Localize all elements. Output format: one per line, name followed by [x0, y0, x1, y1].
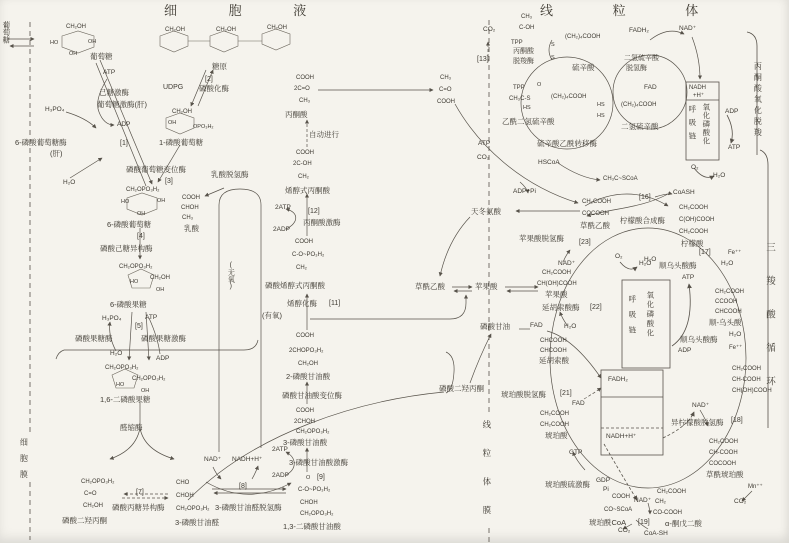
dihydrolip-hs1: HS — [597, 102, 605, 108]
glc-oh2: OH — [69, 51, 78, 57]
g3p-f2: CHOH — [176, 493, 194, 499]
nad-mdh: NAD⁺ — [558, 260, 576, 267]
f6p-formula: CH₂OPO₃H₂ — [119, 264, 153, 270]
fadh2-box-label: FADH₂ — [608, 376, 628, 383]
num-1: [1] — [120, 140, 128, 147]
fe-aconitase2: Fe⁺⁺ — [729, 345, 743, 351]
o2-rc1: O₂ — [691, 164, 699, 171]
pg-isomerase: 磷酸己糖异构酶 — [100, 244, 153, 253]
oaa-cytosol-label: 草酰乙酸 — [415, 282, 445, 291]
glycogen-ch2oh-2: CH₂OH — [216, 27, 236, 33]
num-12: [12] — [308, 208, 320, 215]
pyr2-f1: CH₃ — [440, 75, 452, 81]
citrate-f3: CH₂COOH — [679, 229, 708, 235]
glucose-in-vertical: 葡萄糖 — [1, 21, 11, 44]
succinate-label: 琥珀酸 — [545, 431, 568, 440]
tca-bracket-vertical: 三羧酸循环 — [763, 242, 775, 410]
lipoate-label: 硫辛酸 — [572, 63, 595, 72]
malate-f1: CH₂COOH — [542, 270, 571, 276]
mito-membrane-vertical: 线粒体膜 — [481, 420, 492, 534]
lactate-label: 乳酸 — [184, 224, 199, 233]
atp-rc1: ATP — [728, 144, 741, 151]
num-4: [4] — [137, 233, 145, 240]
num-13: [13] — [477, 56, 489, 63]
g3p-label: 3-磷酸甘油醛 — [175, 518, 220, 527]
gdp-label: GDP — [596, 477, 611, 484]
oxalosuccinate-f1: CH₂COOH — [709, 439, 738, 445]
succinylcoa-f1: COOH — [612, 494, 630, 500]
akg-label: α-酮戊二酸 — [665, 519, 702, 528]
hexokinase: 己糖激酶 — [99, 88, 129, 97]
pgk: 3-磷酸甘油酸激酶 — [289, 458, 349, 467]
glycogen-ch2oh-3: CH₂OH — [267, 25, 287, 31]
atp2-pk: 2ATP — [275, 204, 291, 211]
cisaconitate-label: 顺-乌头酸 — [709, 318, 742, 327]
g3p-f3: CH₂OPO₃H₂ — [176, 506, 210, 512]
oxalosuccinate-f2: CH-COOH — [709, 450, 738, 456]
fumarate-f1: CHCOOH — [540, 338, 567, 344]
coash-akgdh: CoA-SH — [644, 530, 668, 537]
nadh-gapdh: NADH+H⁺ — [232, 456, 263, 463]
adp2-pk: 2ADP — [273, 226, 290, 233]
glc-ch2oh: CH₂OH — [66, 24, 86, 30]
num-9: [9] — [317, 474, 325, 481]
aldolase: 醛缩酶 — [120, 423, 143, 432]
glucokinase-liver: 葡萄糖激酶(肝) — [97, 100, 147, 109]
lipoate-f: (CH₂)₄COOH — [565, 34, 601, 40]
g6pase-liver: (肝) — [50, 149, 63, 158]
citrate-f1: CH₂COOH — [679, 205, 708, 211]
gtp-label: GTP — [569, 449, 583, 456]
udpg: UDPG — [163, 84, 184, 91]
g6p-oh2: OH — [137, 211, 146, 217]
hetpp-f2: C-OH — [519, 25, 535, 31]
cisaconitate-f3: CHCOOH — [715, 309, 742, 315]
dld-line1: 二氢硫辛酸 — [624, 55, 659, 62]
bpg-f2: CHOH — [300, 500, 318, 506]
pg3-f3: CH₂OPO₃H₂ — [296, 429, 330, 435]
h2o-g6pase: H₂O — [63, 179, 76, 186]
cisaconitate-f2: CCOOH — [715, 299, 738, 305]
coash-cs: CoASH — [673, 189, 695, 196]
title-cytosol: 细 胞 液 — [164, 3, 331, 18]
g1p-opo3h2: OPO₃H₂ — [193, 124, 214, 130]
pdh-bracket-vertical: 丙酮酸氧化脱羧 — [753, 62, 763, 139]
lipoate-s2: S — [551, 55, 555, 61]
fe-aconitase1: Fe⁺⁺ — [728, 250, 742, 256]
oaa-f1: CH₂COOH — [582, 199, 611, 205]
transacetylase: 硫辛酸乙酰转移酶 — [537, 139, 597, 148]
g6p-label: 6-磷酸葡萄糖 — [107, 220, 152, 229]
gapdh: 3-磷酸甘油醛脱氢酶 — [215, 503, 282, 512]
pep-f1: COOH — [295, 239, 313, 245]
idh: 异柠檬酸脱氢酶 — [671, 418, 724, 427]
fbp-ho: HO — [116, 382, 125, 388]
title-mitochondrion: 线 粒 体 — [540, 3, 727, 18]
g6pase: 6-磷酸葡萄糖酶 — [15, 138, 67, 147]
hetpp-f1: CH₃ — [521, 14, 533, 20]
oxalosuccinate-f3: COCOOH — [709, 461, 736, 467]
h2o-aconitase1b: H₂O — [721, 260, 734, 267]
atp-rc2: ATP — [682, 274, 695, 281]
pg3-f1: COOH — [296, 408, 314, 414]
fbp-oh: OH — [141, 388, 150, 394]
acetyl-lip-f2: (CH₂)₄COOH — [551, 94, 587, 100]
malate-label: 苹果酸 — [545, 290, 568, 299]
num-2: [2] — [205, 76, 213, 83]
o2-rc2: O₂ — [615, 253, 623, 260]
nad-gapdh: NAD⁺ — [204, 456, 222, 463]
num-8: [8] — [239, 483, 247, 490]
citrate-synthase: 柠檬酸合成酶 — [620, 216, 665, 225]
atp2-pgk: 2ATP — [272, 446, 288, 453]
g6p-oh1: OH — [157, 198, 166, 204]
f6p-ho: HO — [130, 279, 139, 285]
adp-rc1: ADP — [725, 108, 739, 115]
h3po4-g6pase: H₃PO₄ — [45, 106, 65, 113]
dihydrolip-hs2: HS — [597, 113, 605, 119]
dihydrolip-f: (CH₂)₄COOH — [621, 102, 657, 108]
succinylcoa-label: 琥珀酰CoA — [589, 518, 627, 527]
g3p-f1: CHO — [176, 480, 190, 486]
g6p-formula: CH₂OPO₃H₂ — [126, 187, 160, 193]
auto-label: 自动进行 — [309, 130, 339, 139]
pg2-f1: COOH — [296, 333, 314, 339]
dihydrolip-label: 二氢硫辛酸 — [621, 122, 659, 131]
nad-pdh: NAD⁺ — [679, 25, 697, 32]
oaa-label: 草酰乙酸 — [580, 221, 610, 230]
h2o-fumarase: H₂O — [564, 323, 577, 330]
pdc-line2: 脱羧酶 — [513, 58, 534, 65]
h2o-aconitase2: H₂O — [729, 331, 742, 338]
num-3: [3] — [165, 178, 173, 185]
h2o-aconitase1a: H₂O — [644, 256, 657, 263]
fumarase: 延胡索酸酶 — [542, 303, 580, 312]
g1p-oh: OH — [168, 120, 177, 126]
isocitrate-f2: CH-COOH — [732, 377, 761, 383]
pyr-f3: CH₃ — [299, 98, 311, 104]
num-18: [18] — [731, 417, 743, 424]
pg3-f2: 2CHOH — [294, 419, 316, 425]
mn-label: Mn⁺⁺ — [748, 484, 763, 490]
dhap-f2: C=O — [84, 491, 97, 497]
dhap-label: 磷酸二羟丙酮 — [62, 516, 107, 525]
fbpase: 磷酸果糖酶 — [75, 334, 113, 343]
pep-f2: C-O~PO₃H₂ — [292, 252, 325, 258]
oaa-f2: COCOOH — [582, 211, 609, 217]
h2o-rc2: H₂O — [639, 260, 652, 267]
acetyl-lip-hs: HS — [523, 105, 531, 111]
lactate-f1: COOH — [182, 195, 200, 201]
co2-oxalosuccinate: CO₂ — [734, 498, 747, 505]
dhap-f1: CH₂OPO₃H₂ — [81, 479, 115, 485]
h2o-fbpase: H₂O — [110, 350, 123, 357]
rc1-oxphos: 氧化磷酸化 — [701, 103, 711, 146]
malate-f2: CH(OH)COOH — [537, 281, 577, 287]
rc1-h: +H⁺ — [693, 93, 705, 99]
pdc-line1: 丙酮酸 — [513, 48, 534, 55]
lactate-f3: CH₃ — [182, 215, 194, 221]
pg3-label: 3-磷酸甘油酸 — [283, 438, 328, 447]
pyr2-f3: COOH — [437, 99, 455, 105]
succinylcoa-f2: CO~SCoA — [604, 507, 633, 513]
num-21: [21] — [560, 390, 572, 397]
hscoa-cs: HSCoA — [538, 159, 560, 166]
citrate-f2: C(OH)COOH — [679, 217, 715, 223]
aconitase2: 顺乌头酸酶 — [680, 335, 718, 344]
isocitrate-f3: CH(OH)COOH — [732, 388, 772, 394]
num-11: [11] — [329, 300, 341, 307]
glycerol-p-label: 磷酸甘油 — [480, 322, 510, 331]
thiokinase: 琥珀酸硫激酶 — [545, 480, 590, 489]
glycogen-label: 糖原 — [212, 62, 227, 71]
triose-isomerase: 磷酸丙糖异构酶 — [112, 503, 165, 512]
isocitrate-f1: CH₂COOH — [732, 366, 761, 372]
f6p-oh: OH — [156, 287, 165, 293]
co2-pdc: CO₂ — [483, 26, 496, 33]
atp-pfk: ATP — [145, 314, 158, 321]
akg-f3: CO-COOH — [653, 510, 682, 516]
rc1-nadh: NADH — [689, 85, 707, 91]
atp-hexokinase: ATP — [103, 69, 116, 76]
lactate-f2: CHOH — [181, 205, 199, 211]
pglucomutase: 磷酸葡萄糖变位酶 — [126, 165, 186, 174]
pyr2-f2: C=O — [439, 87, 452, 93]
adp2-pgk: 2ADP — [272, 472, 289, 479]
pep-label: 磷酸烯醇式丙酮酸 — [265, 281, 325, 290]
akg-f2: CH₂ — [655, 499, 666, 505]
dhap-f3: CH₂OH — [83, 503, 103, 509]
glc-ho: HO — [50, 40, 59, 46]
mdh: 苹果酸脱氢酶 — [519, 234, 564, 243]
dhap-shuttle-label: 磷酸二羟丙酮 — [439, 384, 484, 393]
aspartate-label: 天冬氨酸 — [471, 207, 501, 216]
lipoate-s1: S — [551, 42, 555, 48]
nad-idh: NAD⁺ — [692, 402, 710, 409]
g1p-ch2oh: CH₂OH — [172, 109, 192, 115]
fumarate-f2: CHCOOH — [540, 348, 567, 354]
fbp-label: 1,6-二磷酸果糖 — [100, 395, 151, 404]
num-22: [22] — [590, 304, 602, 311]
enolpyr-f2: 2C-OH — [293, 161, 312, 167]
succinate-f1: CH₂COOH — [540, 411, 569, 417]
aconitase1: 顺乌头酸酶 — [659, 261, 697, 270]
f6p-ch2oh: CH₂OH — [150, 275, 170, 281]
oxalosuccinate-label: 草酰琥珀酸 — [706, 470, 744, 479]
acetyl-lip-label: 乙酰二氢硫辛酸 — [502, 117, 555, 126]
cisaconitate-f1: CH₂COOH — [715, 289, 744, 295]
glc-oh1: OH — [88, 39, 97, 45]
bpg-o: O — [306, 475, 311, 481]
pi-label: Pi — [603, 486, 609, 493]
num-16: [16] — [639, 194, 651, 201]
bpg-f3: CH₂OPO₃H₂ — [300, 511, 334, 517]
num-23: [23] — [579, 239, 591, 246]
sdh: 琥珀酸脱氢酶 — [501, 390, 546, 399]
adp-rc2: ADP — [678, 347, 692, 354]
adp-pfk: ADP — [156, 355, 170, 362]
co2-pyr-carbox: CO₂ — [477, 154, 490, 161]
glucose-label: 葡萄糖 — [90, 52, 113, 61]
fad-sdh: FAD — [572, 400, 585, 407]
pyruvate-kinase: 丙酮酸激酶 — [303, 218, 341, 227]
akg-f1: CH₂COOH — [657, 489, 686, 495]
adppi-pyr-carbox: ADP+Pi — [513, 188, 536, 195]
malate-cytosol-label: 苹果酸 — [475, 282, 498, 291]
tpp-1: TPP — [511, 40, 523, 46]
fad-shuttle: FAD — [530, 322, 543, 329]
enolase: 烯醇化酶 — [287, 299, 317, 308]
rc2-oxphos: 氧化磷酸化 — [645, 291, 655, 339]
rc2-resp-chain: 呼吸链 — [627, 295, 637, 342]
enolpyr-f3: CH₂ — [298, 174, 309, 180]
pg2-f3: CH₂OH — [298, 361, 318, 367]
pyr-f1: COOH — [296, 75, 314, 81]
h2o-rc1: H₂O — [713, 172, 726, 179]
pyr-f2: 2C=O — [294, 86, 310, 92]
glycogen-ch2oh-1: CH₂OH — [165, 27, 185, 33]
h3po4-fbpase: H₃PO₄ — [102, 315, 122, 322]
tpp-o: O — [537, 82, 542, 88]
tpp-2: TPP — [513, 85, 525, 91]
aerobic-label: (有氧) — [262, 311, 282, 320]
adp-hexokinase: ADP — [117, 121, 131, 128]
fbp-formula1: CH₂OPO₃H₂ — [105, 365, 139, 371]
rc1-resp-chain: 呼吸链 — [687, 105, 697, 146]
citrate-label: 柠檬酸 — [681, 239, 704, 248]
f6p-label: 6-磷酸果糖 — [110, 300, 147, 309]
bpg-label: 1,3-二磷酸甘油酸 — [283, 522, 341, 531]
pep-f3: CH₂ — [296, 265, 307, 271]
num-19: [19] — [638, 519, 650, 526]
fad-pdh: FAD — [644, 84, 657, 91]
pg2-label: 2-磷酸甘油酸 — [286, 372, 331, 381]
num-7: [7] — [136, 489, 144, 496]
enolpyr-label: 烯醇式丙酮酸 — [285, 186, 330, 195]
fumarate-label: 延胡索酸 — [539, 356, 569, 365]
g6p-ho: HO — [121, 199, 130, 205]
acetyl-lip-f1: CH₃C-S — [509, 96, 531, 102]
g1p-label: 1-磷酸葡萄糖 — [159, 138, 204, 147]
bpg-f1: C-O~PO₃H₂ — [298, 487, 331, 493]
pg2-f2: 2CHOPO₃H₂ — [289, 348, 324, 354]
fbp-formula2: CH₂OPO₃H₂ — [132, 376, 166, 382]
dld-line2: 脱氢酶 — [626, 65, 647, 72]
num-17: [17] — [699, 249, 711, 256]
enolpyr-f1: COOH — [296, 150, 314, 156]
cell-membrane-vertical: 细胞膜 — [19, 438, 29, 486]
pyruvate-label: 丙酮酸 — [285, 110, 308, 119]
ldh: 乳酸脱氢酶 — [211, 170, 249, 179]
fadh2-pdh: FADH₂ — [629, 27, 649, 34]
co2-akgdh: CO₂ — [618, 527, 631, 534]
atp-pyr-carbox: ATP — [478, 140, 491, 147]
succinate-f2: CH₂COOH — [540, 422, 569, 428]
nadh-box-label: NADH+H⁺ — [606, 433, 637, 440]
pfk: 磷酸果糖激酶 — [141, 334, 186, 343]
num-5: [5] — [135, 323, 143, 330]
anaerobic-vertical: (无氧) — [227, 262, 235, 290]
acetylcoa-f: CH₃C~SCoA — [603, 176, 638, 182]
nad-akgdh: NAD⁺ — [634, 497, 652, 504]
phosphorylase: 磷酸化酶 — [199, 84, 229, 93]
pgam: 磷酸甘油酸变位酶 — [282, 391, 342, 400]
